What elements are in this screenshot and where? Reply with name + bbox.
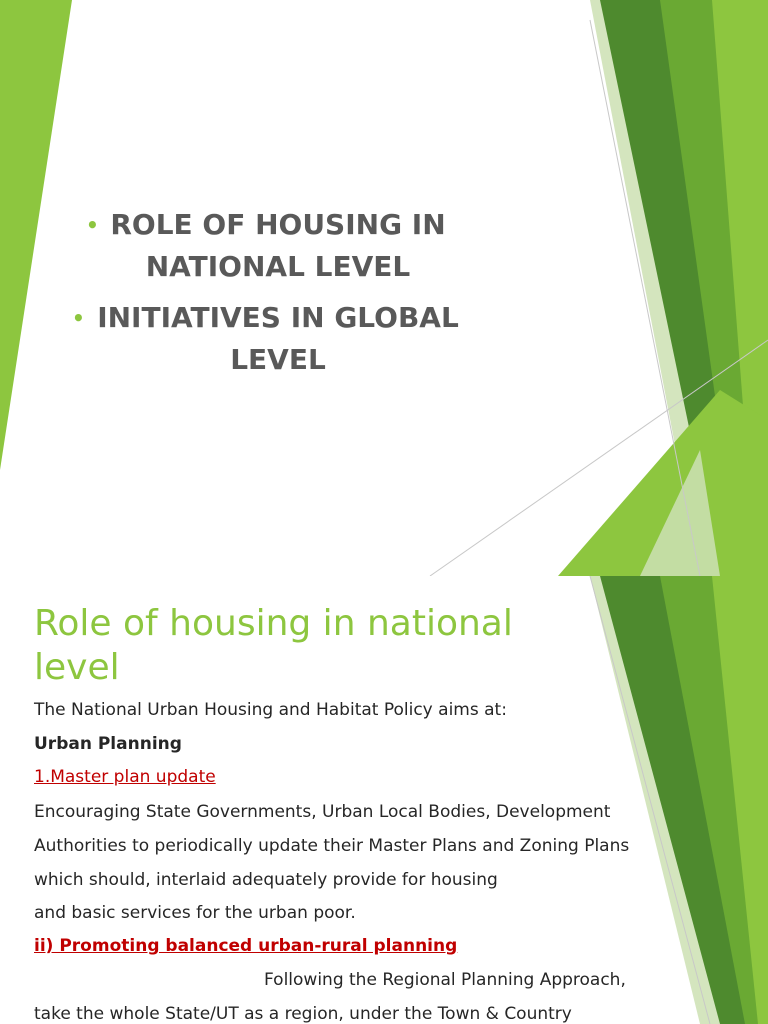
body-line: Authorities to periodically update their Master Plans and Zoning Plans — [34, 836, 630, 856]
bullet-line: INITIATIVES IN GLOBAL — [97, 301, 459, 334]
slide-2 — [0, 576, 768, 1024]
bullet-item — [68, 297, 488, 381]
body-line: Following the Regional Planning Approach, — [264, 970, 626, 990]
body-line: Encouraging State Governments, Urban Local Bodies, Development — [34, 802, 611, 822]
body-line: which should, interlaid adequately provide for housing — [34, 870, 498, 890]
slide-title-line: level — [34, 647, 120, 688]
bullet-dot-icon: • — [86, 213, 99, 237]
bullet-item — [68, 204, 488, 288]
body-line: and basic services for the urban poor. — [34, 903, 356, 923]
subsection-heading: ii) Promoting balanced urban-rural planning — [34, 936, 458, 956]
bullet-dot-icon: • — [72, 306, 85, 330]
bullet-line: LEVEL — [230, 343, 326, 376]
body-line: take the whole State/UT as a region, under the Town & Country — [34, 1004, 572, 1024]
body-line: The National Urban Housing and Habitat Policy aims at: — [34, 700, 507, 720]
slide-title — [34, 602, 554, 690]
subsection-heading: 1.Master plan update — [34, 767, 216, 787]
slide-title-line: Role of housing in national — [34, 603, 513, 644]
section-heading: Urban Planning — [34, 734, 182, 754]
bullet-line: NATIONAL LEVEL — [145, 250, 411, 283]
bullet-line: ROLE OF HOUSING IN — [110, 208, 446, 241]
